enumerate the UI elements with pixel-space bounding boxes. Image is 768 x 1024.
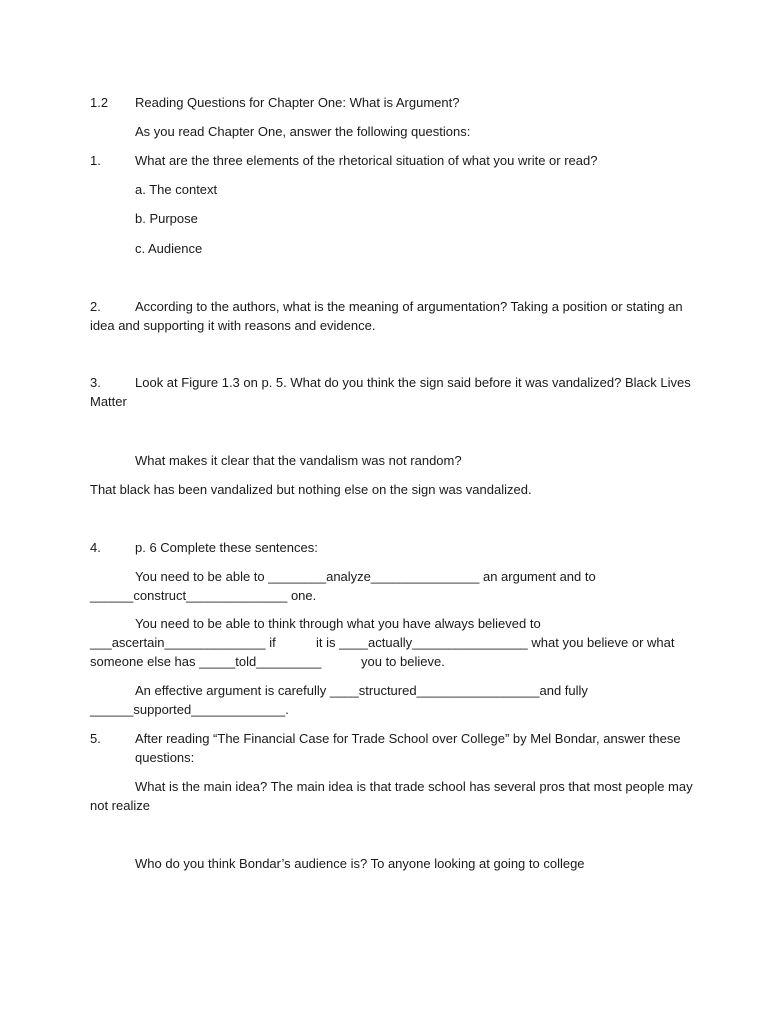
answer-1c: c. Audience: [135, 241, 203, 256]
sentence-3-line2: ______supported_____________.: [90, 702, 289, 717]
question-1-text: What are the three elements of the rhetorical situation of what you write or read?: [135, 153, 598, 168]
audience-question: Who do you think Bondar’s audience is? To anyone looking at going to college: [135, 856, 585, 871]
sentence-2-line2-part2: it is ____actually________________ what you believe or what: [316, 635, 675, 650]
intro-text: As you read Chapter One, answer the following questions:: [135, 124, 471, 139]
sentence-1-line1: You need to be able to ________analyze_______________ an argument and to: [135, 569, 596, 584]
main-idea-line1: What is the main idea? The main idea is that trade school has several pros that most people may: [135, 779, 693, 794]
question-3-text-line1: Look at Figure 1.3 on p. 5. What do you think the sign said before it was vandalized? Black Lives: [135, 375, 691, 390]
section-number: 1.2: [90, 95, 109, 110]
section-title: Reading Questions for Chapter One: What is Argument?: [135, 95, 460, 110]
question-1-number: 1.: [90, 153, 101, 168]
question-2-number: 2.: [90, 299, 101, 314]
question-3-number: 3.: [90, 375, 101, 390]
sentence-3-line1: An effective argument is carefully ____structured_________________and fully: [135, 683, 588, 698]
question-2-text-line2: idea and supporting it with reasons and evidence.: [90, 318, 376, 333]
sentence-2-line1: You need to be able to think through what you have always believed to: [135, 616, 541, 631]
question-4-text: p. 6 Complete these sentences:: [135, 540, 318, 555]
sentence-2-line2-part1: ___ascertain______________ if: [90, 635, 276, 650]
question-5-number: 5.: [90, 731, 101, 746]
answer-1b: b. Purpose: [135, 211, 198, 226]
sentence-1-line2: ______construct______________ one.: [90, 588, 317, 603]
sentence-2-line3-part1: someone else has _____told_________: [90, 654, 322, 669]
main-idea-line2: not realize: [90, 798, 150, 813]
question-2-text-line1: According to the authors, what is the meaning of argumentation? Taking a position or stating an: [135, 299, 683, 314]
question-3-sub-question: What makes it clear that the vandalism was not random?: [135, 453, 462, 468]
question-3-sub-answer: That black has been vandalized but nothing else on the sign was vandalized.: [90, 482, 532, 497]
question-4-number: 4.: [90, 540, 101, 555]
sentence-2-line3-part2: you to believe.: [361, 654, 445, 669]
question-3-text-line2: Matter: [90, 394, 127, 409]
question-5-text-line2: questions:: [135, 750, 195, 765]
answer-1a: a. The context: [135, 182, 218, 197]
question-5-text-line1: After reading “The Financial Case for Trade School over College” by Mel Bondar, answer these: [135, 731, 681, 746]
